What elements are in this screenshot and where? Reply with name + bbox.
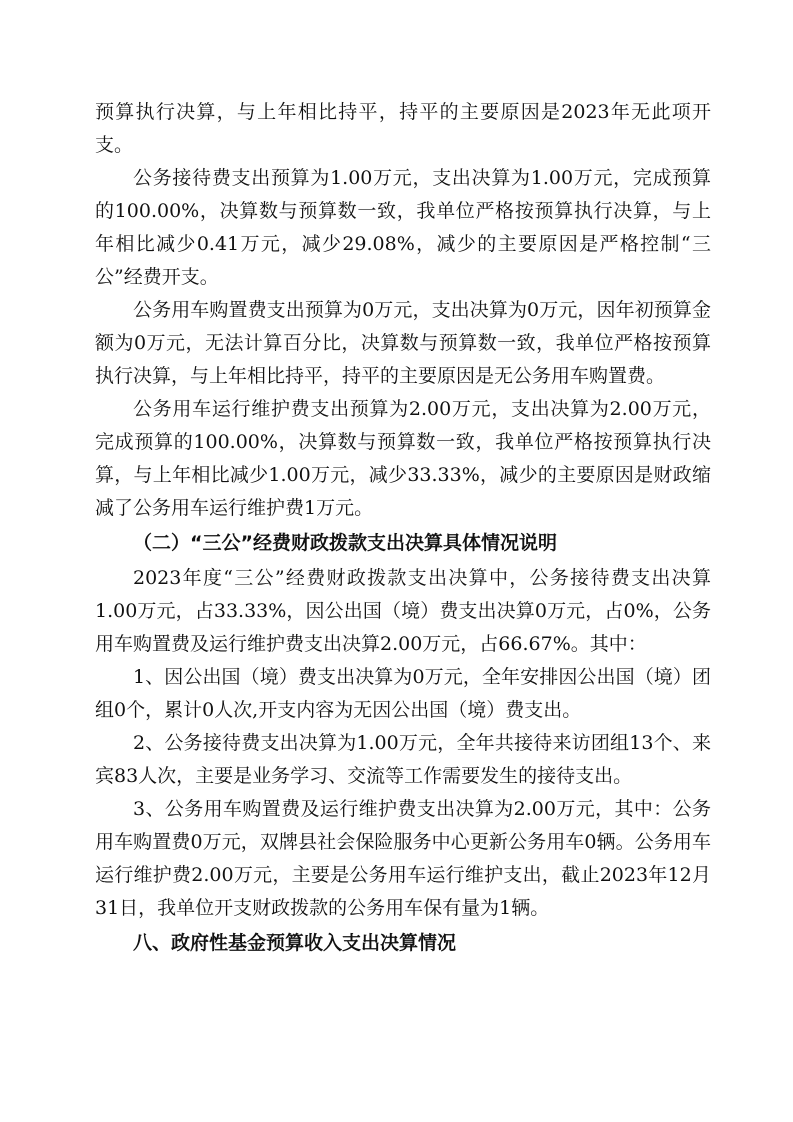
paragraph-item-1: 1、因公出国（境）费支出决算为0万元，全年安排因公出国（境）团组0个，累计0人次,开支内容为无因公出国（境）费支出。 (95, 666, 711, 721)
paragraph-reception-cost: 公务接待费支出预算为1.00万元，支出决算为1.00万元，完成预算的100.00%，决算数与预算数一致，我单位严格按预算执行决算，与上年相比减少0.41万元，减少29.08%，减少的主要原因是严格控制“三公”经费开支。 (95, 167, 711, 288)
paragraph-overview: 2023年度“三公”经费财政拨款支出决算中，公务接待费支出决算1.00万元，占33.33%，因公出国（境）费支出决算0万元，占0%，公务用车购置费及运行维护费支出决算2.00万元，占66.67%。其中： (95, 567, 711, 655)
section-heading-three-public: （二）“三公”经费财政拨款支出决算具体情况说明 (133, 532, 557, 554)
paragraph-continuation: 预算执行决算，与上年相比持平，持平的主要原因是2023年无此项开支。 (95, 101, 711, 156)
paragraph-vehicle-maintenance: 公务用车运行维护费支出预算为2.00万元，支出决算为2.00万元，完成预算的100.00%，决算数与预算数一致，我单位严格按预算执行决算，与上年相比减少1.00万元，减少33.33%，减少的主要原因是财政缩减了公务用车运行维护费1万元。 (95, 398, 711, 519)
paragraph-item-3: 3、公务用车购置费及运行维护费支出决算为2.00万元，其中：公务用车购置费0万元，双牌县社会保险服务中心更新公务用车0辆。公务用车运行维护费2.00万元，主要是公务用车运行维护支出，截止2023年12月31日，我单位开支财政拨款的公务用车保有量为1辆。 (95, 798, 711, 919)
paragraph-vehicle-purchase: 公务用车购置费支出预算为0万元，支出决算为0万元，因年初预算金额为0万元，无法计算百分比，决算数与预算数一致，我单位严格按预算执行决算，与上年相比持平，持平的主要原因是无公务用车购置费。 (95, 299, 711, 387)
document-body (95, 96, 711, 962)
paragraph-item-2: 2、公务接待费支出决算为1.00万元，全年共接待来访团组13个、来宾83人次，主要是业务学习、交流等工作需要发生的接待支出。 (95, 732, 711, 787)
section-heading-government-fund: 八、政府性基金预算收入支出决算情况 (133, 932, 457, 954)
